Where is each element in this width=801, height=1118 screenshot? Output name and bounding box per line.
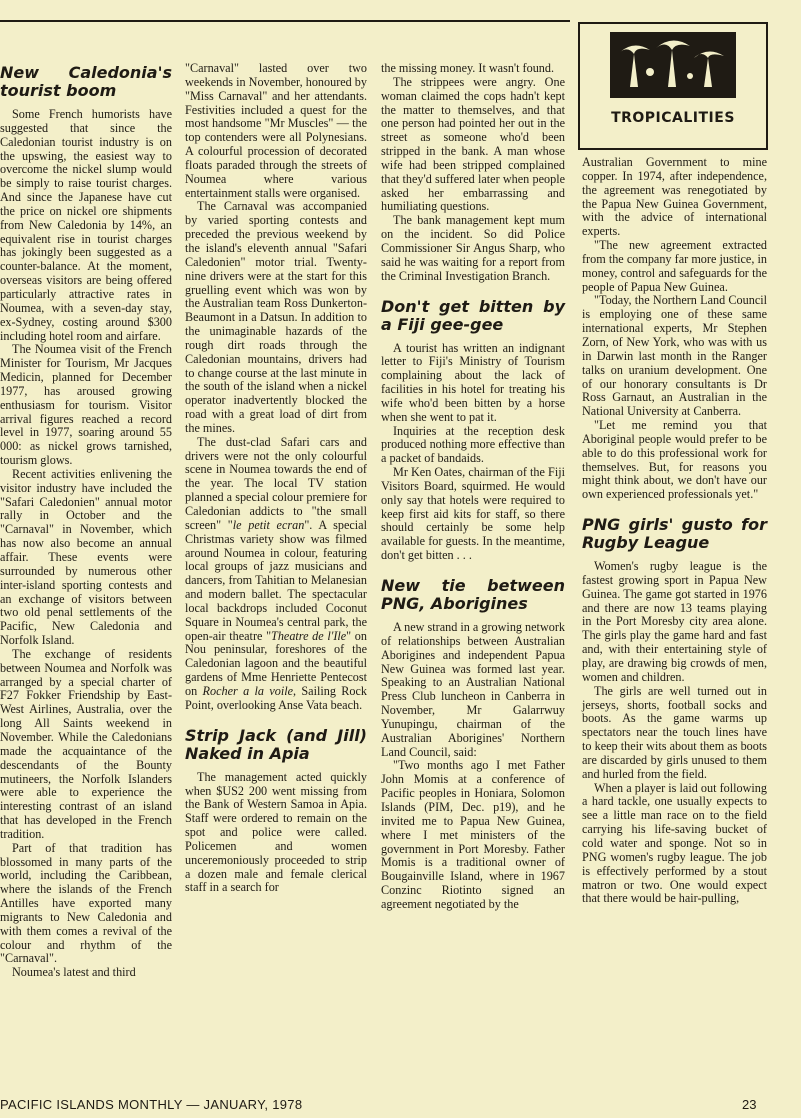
palm-trees-illustration: [610, 32, 736, 112]
paragraph: "Let me remind you that Aboriginal people would prefer to be able to do this professional work for themselves. But, for reasons you might think about, we don't have our own experienced professionals yet.": [582, 418, 767, 502]
paragraph: Australian Government to mine copper. In 1974, after independence, the agreement was renegotiated by the Papua New Guinea Government, with the advice of international experts.: [582, 155, 767, 239]
paragraph: A tourist has written an indignant letter to Fiji's Ministry of Tourism complaining about the lack of facilities in his hotel for treating his wife who'd been bitten by a horse when she went to pat it.: [381, 340, 565, 424]
paragraph: A new strand in a growing network of relationships between Australian Aborigines and independent Papua New Guinea was formed last year. Speaking to an Australian National Press Club luncheon in Canberra in November, Mr Galarrwuy Yunupingu, chairman of the Australian Aborigines' Northern Land Council, said:: [381, 620, 565, 759]
text-run: The dust-clad Safari cars and drivers were not the only colourful scene in Noumea towards the end of the year. The local TV station planned a special colour premiere for Caledonian addicts to "the small screen" ": [185, 434, 367, 532]
paragraph: Some French humorists have suggested that since the Caledonian tourist industry is on the upswing, the easiest way to overcome the nickel slump would be simply to raise tourist charges. And since the Japanese have cut the price on nickel ore shipments from New Caledonia by 14%, an equivalent rise in tourist charges has jokingly been suggested as a counter-balance. At the moment, overseas visitors are being offered particularly attractive rates in Noumea, with a seven-day stay, ex-Sydney, costing around $300 including hotel room and airfare.: [0, 107, 172, 343]
page-footer: PACIFIC ISLANDS MONTHLY — JANUARY, 1978: [0, 1097, 303, 1112]
paragraph: "Two months ago I met Father John Momis at a conference of Pacific peoples in Honiara, Solomon Islands (PIM, Dec. p19), and he invited me to Papua New Guinea, where I met ministers of the government in Port Moresby. Father Momis is a traditional owner of Bougainville Island, where in 1967 Conzinc Riotinto signed an agreement negotiated by the: [381, 758, 565, 911]
paragraph: When a player is laid out following a hard tackle, one usually expects to see a little man race on to the field carrying his life-saving bucket of cold water and sponge. Not so in PNG women's rugby league. The job is effectively performed by a stout matron or two. One would expect that there would be hair-pulling,: [582, 780, 767, 906]
column-1: [0, 64, 172, 980]
paragraph: Inquiries at the reception desk produced nothing more effective than a packet of bandaids.: [381, 423, 565, 466]
text-run-italic: Theatre de l'Ile: [271, 628, 347, 643]
paragraph: The exchange of residents between Noumea and Norfolk was arranged by a special charter of F27 Fokker Friendship by East-West Airlines, Australia, over the long All Saints weekend in November. While the Caledonians made the acquaintance of the descendants of the Bounty mutineers, the Norfolk Islanders were able to experience the interesting contrast of an island that has developed in the French tradition.: [0, 646, 172, 841]
paragraph: The bank management kept mum on the incident. So did Police Commissioner Sir Angus Sharp, who said he was waiting for a report from the Criminal Investigation Branch.: [381, 213, 565, 283]
top-rule: [0, 20, 570, 22]
paragraph: the missing money. It wasn't found.: [381, 61, 555, 75]
paragraph: "The new agreement extracted from the company far more justice, in money, control and safeguards for the people of Papua New Guinea.: [582, 238, 767, 294]
text-run-italic: le petit ecran: [232, 517, 305, 532]
headline-png-rugby: PNG girls' gusto for Rugby League: [582, 515, 767, 553]
column-4: [582, 156, 767, 906]
column-3: [381, 62, 565, 912]
paragraph: [185, 436, 367, 713]
paragraph: The management acted quickly when $US2 200 went missing from the Bank of Western Samoa in Apia. Staff were ordered to remain on the spot and police were called. Policemen and women unceremoniously proceeded to strip a dozen male and female clerical staff in a search for: [185, 769, 367, 895]
headline-strip-jack: Strip Jack (and Jill) Naked in Apia: [185, 725, 367, 763]
text-run: " on Nou peninsular, foreshores of the Caledonian lagoon and the beautiful gardens of Mme Henriette Pentecost on: [185, 628, 367, 698]
paragraph: Noumea's latest and third: [12, 965, 136, 980]
paragraph: Women's rugby league is the fastest growing sport in Papua New Guinea. The game got started in 1976 and there are now 13 teams playing in the Port Moresby city area alone. The girls play the game hard and fast and, with their entertaining style of play, are drawing big crowds of men, women and children.: [582, 559, 767, 684]
text-run: , Sailing Rock Point, overlooking Anse Vata beach.: [185, 683, 368, 712]
paragraph: The Noumea visit of the French Minister for Tourism, Mr Jacques Medicin, planned for December 1977, has aroused growing enthusiasm for tourism. Visitor arrival figures reached a record level in 1977, soaring around 55 000: as nickel grows tarnished, tourism glows.: [0, 342, 172, 468]
text-run: ". A special Christmas variety show was filmed around Noumea in colour, featuring local groups of jazz musicians and dancers, from Tahitian to Melanesian and modern ballet. The spectacular local backdrops included Coconut Square in Noumea's central park, the open-air theatre ": [185, 517, 367, 643]
column-2: [185, 62, 367, 895]
paragraph: The strippees were angry. One woman claimed the cops hadn't kept the matter to themselves, and that one person had pointed her out in the street as someone who'd been stripped in the bank. A man whose wife had been stripped complained that they'd suffered later when people asked her embarrassing and humiliating questions.: [381, 74, 565, 214]
headline-new-caledonia: New Caledonia's tourist boom: [0, 63, 172, 100]
paragraph: "Carnaval" lasted over two weekends in November, honoured by "Miss Carnaval" and her attendants. Festivities included a quest for the most handsome "Mr Muscles" — the top contenders were all Polynesians. A colourful procession of decorated floats paraded through the streets of Noumea where various entertainment stalls were organised.: [185, 61, 367, 200]
headline-fiji-gee-gee: Don't get bitten by a Fiji gee-gee: [381, 296, 565, 334]
paragraph: Part of that tradition has blossomed in many parts of the world, including the Caribbean, where the islands of the French Antilles have exported many migrants to New Caledonia and with them comes a revival of the colour and rhythm of the "Carnaval".: [0, 840, 172, 966]
paragraph: Recent activities enlivening the visitor industry have included the "Safari Caledonien" annual motor rally in October and the "Carnaval" in November, which has now also become an annual affair. These events were surrounded by numerous other inter-island sporting contests and an exchange of visitors between two old penal settlements of the Pacific, New Caledonia and Norfolk Island.: [0, 466, 172, 648]
headline-png-aborigines: New tie between PNG, Aborigines: [381, 576, 565, 613]
paragraph: The girls are well turned out in jerseys, shorts, football socks and boots. As the game warms up spectators near the touch lines have to keep their wits about them as boots are discarded by girls unused to them and hurled from the field.: [582, 683, 767, 781]
page-number: 23: [742, 1097, 757, 1112]
text-run-italic: Rocher a la voile: [202, 683, 294, 698]
paragraph: The Carnaval was accompanied by varied sporting contests and preceded the previous weekend by the island's eleventh annual "Safari Caledonien" motor trial. Twenty-nine drivers were at the start for this gruelling event which was won by the Australian team Ross Dunkerton-Beaumont in a Datsun. In addition to the unimaginable hazards of the rough dirt roads through the Caledonian mountains, drivers had to change course at the last minute in the south of the island when a nickel operator inadvertently blocked the road with a great load of dirt from the mines.: [185, 199, 367, 435]
paragraph: Mr Ken Oates, chairman of the Fiji Visitors Board, squirmed. He would only say that hotels were required to keep first aid kits for staff, so there should certainly be some help available for guests. In the meantime, don't get bitten . . .: [381, 465, 565, 563]
paragraph: "Today, the Northern Land Council is employing one of these same international experts, Mr Stephen Zorn, of New York, who was with us in Darwin last month in the Ranger talks on uranium development. One of our honorary consultants is Dr Ross Garnaut, an Australian in the National University at Canberra.: [582, 293, 767, 419]
tropicalities-title: TROPICALITIES: [611, 110, 735, 126]
tropicalities-logo-box: [578, 22, 768, 150]
